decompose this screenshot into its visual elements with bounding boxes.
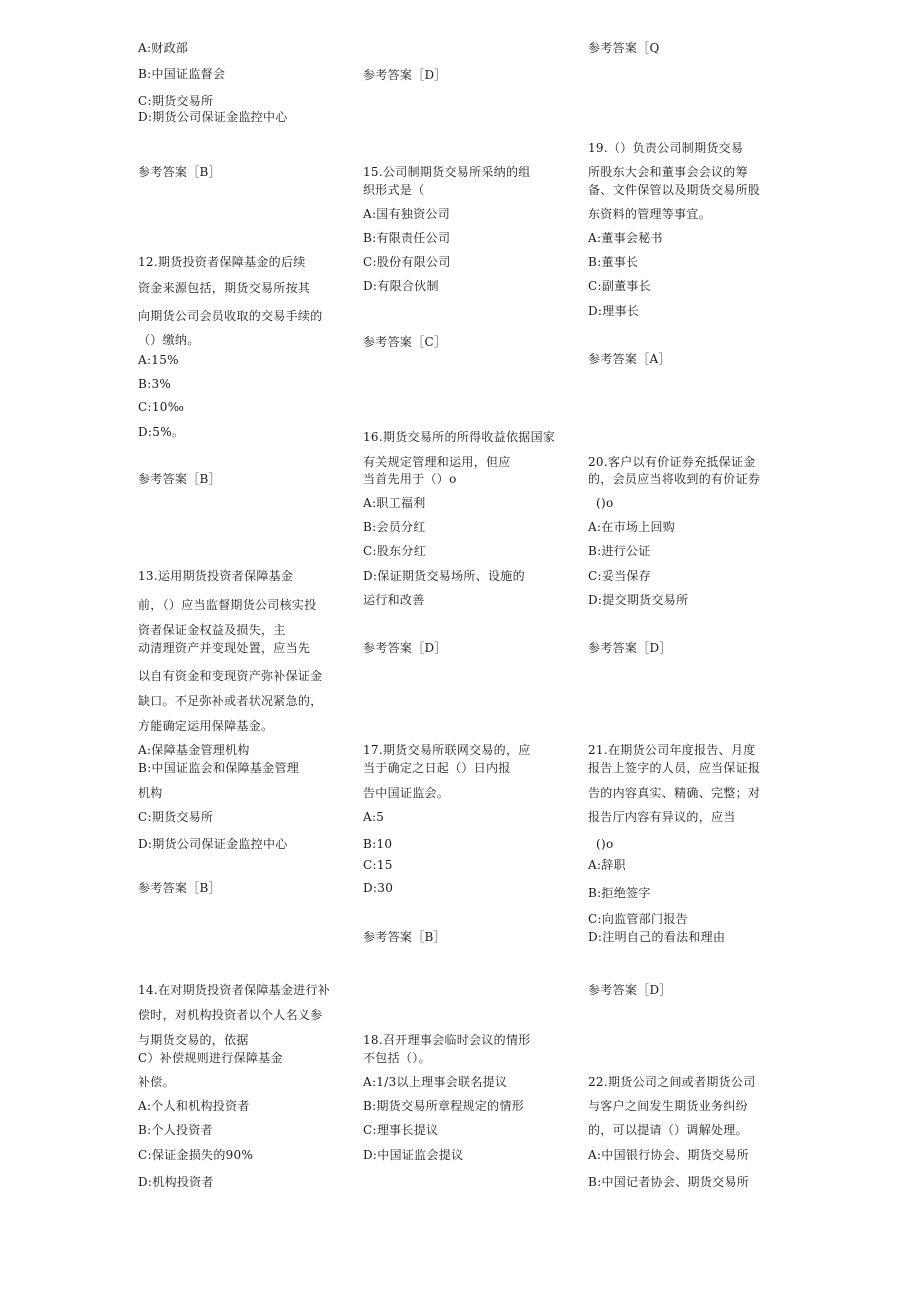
q21-stem-line2: 报告上签字的人员，应当保证报 xyxy=(588,761,761,775)
q19-stem-line2: 所股东大会和董事会会议的筹 xyxy=(588,165,748,179)
q18-option-c: C:理事长提议 xyxy=(363,1123,439,1137)
q12-answer: 参考答案［B］ xyxy=(138,472,221,486)
q15-option-b: B:有限责任公司 xyxy=(363,231,451,245)
q12-stem-line1: 12.期货投资者保障基金的后续 xyxy=(138,255,306,269)
q20-option-c: C:妥当保存 xyxy=(588,569,652,583)
q14-option-d: D:机构投资者 xyxy=(138,1175,214,1189)
q13-stem-line6: 缺口。不足弥补或者状况紧急的， xyxy=(138,694,323,708)
q15-answer: 参考答案［C］ xyxy=(363,335,447,349)
q12-option-c: C:10‰ xyxy=(138,400,185,414)
q22-stem-line2: 与客户之间发生期货业务纠纷 xyxy=(588,1099,748,1113)
q19-option-b: B:董事长 xyxy=(588,255,639,269)
q21-stem-line3: 告的内容真实、精确、完整；对 xyxy=(588,786,761,800)
q17-stem-line3: 告中国证监会。 xyxy=(363,786,450,800)
q18-option-a: A:1/3以上理事会联名提议 xyxy=(363,1075,508,1089)
q21-stem-line5: ()o xyxy=(596,837,614,851)
q19-stem-line4: 东资料的管理等事宜。 xyxy=(588,207,712,221)
q22-stem-line3: 的，可以提请（）调解处理。 xyxy=(588,1123,748,1137)
q22-option-a: A:中国银行协会、期货交易所 xyxy=(588,1148,749,1162)
q21-option-a: A:辞职 xyxy=(588,858,626,872)
q14-stem-line2: 偿时，对机构投资者以个人名义参 xyxy=(138,1008,323,1022)
q16-stem-line2: 有关规定管理和运用，但应 xyxy=(363,455,511,469)
q11-option-a: A:财政部 xyxy=(138,41,189,55)
q14-stem-line1: 14.在对期货投资者保障基金进行补 xyxy=(138,983,331,997)
q16-stem-line3: 当首先用于（）o xyxy=(363,472,457,486)
q17-option-b: B:10 xyxy=(363,837,393,851)
q19-option-c: C:副董事长 xyxy=(588,279,652,293)
q17-stem-line2: 当于确定之日起（）日内报 xyxy=(363,761,511,775)
q13-option-c: C:期货交易所 xyxy=(138,810,214,824)
q15-option-c: C:股份有限公司 xyxy=(363,255,451,269)
q21-option-d: D:注明自己的看法和理由 xyxy=(588,930,726,944)
q20-stem-line3: ()o xyxy=(596,496,614,510)
q20-option-a: A:在市场上回购 xyxy=(588,520,676,534)
q15-stem-line2: 织形式是（ xyxy=(363,183,425,197)
q20-stem-line1: 20.客户以有价证券充抵保证金 xyxy=(588,455,756,469)
q11-answer: 参考答案［B］ xyxy=(138,165,221,179)
q21-stem-line1: 21.在期货公司年度报告、月度 xyxy=(588,743,756,757)
q16-option-c: C:股东分红 xyxy=(363,544,427,558)
q21-option-b: B:拒绝签字 xyxy=(588,886,651,900)
q19-answer: 参考答案［A］ xyxy=(588,352,671,366)
q20-option-b: B:进行公证 xyxy=(588,544,651,558)
q21-stem-line4: 报告厅内容有异议的，应当 xyxy=(588,810,736,824)
q19-stem-line1: 19.（）负责公司制期货交易 xyxy=(588,141,744,155)
q19-option-d: D:理事长 xyxy=(588,304,640,318)
q12-stem-line2: 资金来源包括，期货交易所按其 xyxy=(138,281,311,295)
q16-option-a: A:职工福利 xyxy=(363,496,426,510)
q12-option-a: A:15% xyxy=(138,353,179,367)
q13-stem-line1: 13.运用期货投资者保障基金 xyxy=(138,569,294,583)
q17-stem-line1: 17.期货交易所联网交易的，应 xyxy=(363,743,531,757)
q18-option-d: D:中国证监会提议 xyxy=(363,1148,464,1162)
q18-stem-line1: 18.召开理事会临时会议的情形 xyxy=(363,1033,531,1047)
q11-option-b: B:中国证监督会 xyxy=(138,67,226,81)
q13-option-d: D:期货公司保证金监控中心 xyxy=(138,837,288,851)
q13-stem-line3: 资者保证金权益及损失，主 xyxy=(138,623,286,637)
q13-stem-line4: 动清理资产并变现处置，应当先 xyxy=(138,641,311,655)
q14-option-c: C:保证金损失的90% xyxy=(138,1148,254,1162)
q16-option-d-cont: 运行和改善 xyxy=(363,593,425,607)
q11-option-d: D:期货公司保证金监控中心 xyxy=(138,110,288,124)
q13-answer: 参考答案［B］ xyxy=(138,881,221,895)
q14-stem-line3: 与期货交易的，依据 xyxy=(138,1033,249,1047)
q20-answer: 参考答案［D］ xyxy=(588,641,672,655)
q12-option-b: B:3% xyxy=(138,377,172,391)
q15-stem-line1: 15.公司制期货交易所采纳的组 xyxy=(363,165,531,179)
q14-stem-line5: 补偿。 xyxy=(138,1075,175,1089)
q19-option-a: A:董事会秘书 xyxy=(588,231,663,245)
q18-prev-answer: 参考答案［Q xyxy=(588,41,660,55)
q21-option-c: C:向监管部门报告 xyxy=(588,912,688,926)
q18-option-b: B:期货交易所章程规定的情形 xyxy=(363,1099,525,1113)
q20-stem-line2: 的，会员应当将收到的有价证券 xyxy=(588,472,761,486)
q16-option-d: D:保证期货交易场所、设施的 xyxy=(363,569,525,583)
q14-stem-line4: C）补偿规则进行保障基金 xyxy=(138,1051,283,1065)
q17-option-a: A:5 xyxy=(363,810,385,824)
q16-stem-line1: 16.期货交易所的所得收益依据国家 xyxy=(363,430,556,444)
q17-answer: 参考答案［B］ xyxy=(363,930,446,944)
q12-option-d: D:5%。 xyxy=(138,425,185,439)
q14-option-a: A:个人和机构投资者 xyxy=(138,1099,250,1113)
q17-option-d: D:30 xyxy=(363,881,394,895)
q13-stem-line2: 前，（）应当监督期货公司核实投 xyxy=(138,598,317,612)
q18-stem-line2: 不包括（）。 xyxy=(363,1051,431,1065)
q17-option-c: C:15 xyxy=(363,858,393,872)
q13-option-a: A:保障基金管理机构 xyxy=(138,743,250,757)
q20-option-d: D:提交期货交易所 xyxy=(588,593,689,607)
q22-option-b: B:中国记者协会、期货交易所 xyxy=(588,1175,750,1189)
q13-stem-line7: 方能确定运用保障基金。 xyxy=(138,719,274,733)
q15-option-d: D:有限合伙制 xyxy=(363,279,439,293)
q22-stem-line1: 22.期货公司之间或者期货公司 xyxy=(588,1075,756,1089)
q16-answer: 参考答案［D］ xyxy=(363,641,447,655)
q12-stem-line3: 向期货公司会员收取的交易手续的 xyxy=(138,309,323,323)
q14-prev-answer: 参考答案［D］ xyxy=(363,68,447,82)
q16-option-b: B:会员分红 xyxy=(363,520,426,534)
q12-stem-line4: （）缴纳。 xyxy=(138,333,200,347)
q21-answer: 参考答案［D］ xyxy=(588,983,672,997)
q14-option-b: B:个人投资者 xyxy=(138,1123,213,1137)
q19-stem-line3: 备、文件保管以及期货交易所股 xyxy=(588,183,761,197)
q15-option-a: A:国有独资公司 xyxy=(363,207,451,221)
q13-option-b: B:中国证监会和保障基金管理 xyxy=(138,761,300,775)
q13-option-b-cont: 机构 xyxy=(138,786,163,800)
q11-option-c: C:期货交易所 xyxy=(138,94,214,108)
q13-stem-line5: 以自有资金和变现资产弥补保证金 xyxy=(138,669,323,683)
